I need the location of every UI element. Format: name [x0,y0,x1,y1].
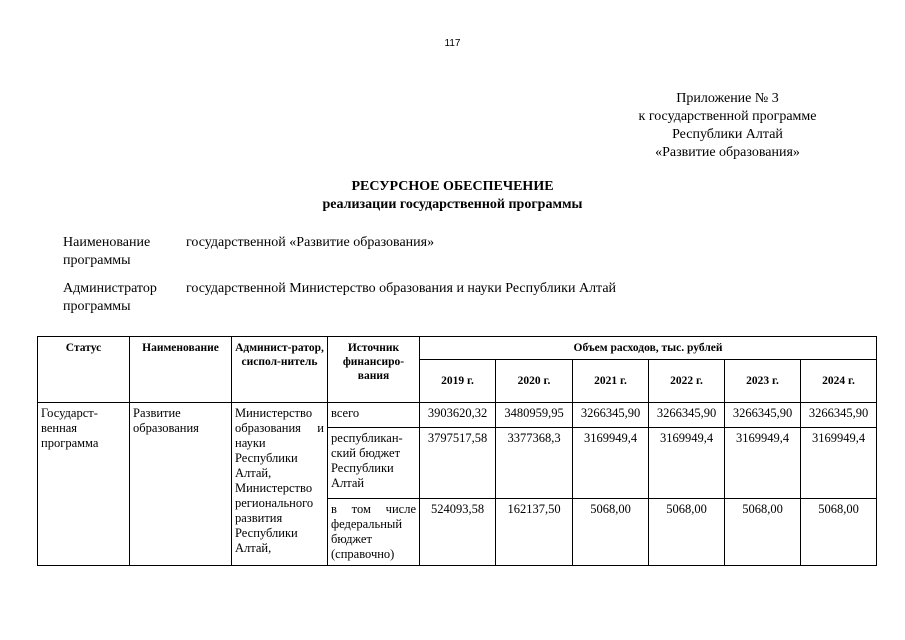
value-cell: 5068,00 [725,499,801,566]
source-cell: республикан-ский бюджет Республики Алтай [328,428,420,499]
program-name-value: государственной «Развитие образования» [186,235,435,250]
status-cell: Государст-венная программа [38,403,130,566]
value-cell: 3169949,4 [649,428,725,499]
value-cell: 3266345,90 [725,403,801,428]
value-cell: 3377368,3 [496,428,573,499]
document-title [0,178,905,214]
appendix-line-3: Республики Алтай [672,127,783,142]
appendix-line-4: «Развитие образования» [655,145,800,160]
header-year: 2023 г. [725,360,801,403]
source-cell: в том числе федеральный бюджет (справочно) [328,499,420,566]
header-name: Наименование [130,337,232,403]
value-cell: 3903620,32 [420,403,496,428]
header-year: 2021 г. [573,360,649,403]
value-cell: 524093,58 [420,499,496,566]
value-cell: 3480959,95 [496,403,573,428]
header-volume: Объем расходов, тыс. рублей [420,337,877,360]
value-cell: 5068,00 [573,499,649,566]
value-cell: 5068,00 [801,499,877,566]
appendix-line-2: к государственной программе [638,109,817,124]
program-name-label: Наименование программы [63,235,151,268]
title-line-2: реализации государственной программы [322,197,583,212]
header-admin: Админист-ратор, сиспол-нитель [232,337,328,403]
title-line-1: РЕСУРСНОЕ ОБЕСПЕЧЕНИЕ [351,179,554,194]
page-number: 117 [444,38,461,49]
value-cell: 3797517,58 [420,428,496,499]
value-cell: 3266345,90 [801,403,877,428]
value-cell: 3169949,4 [725,428,801,499]
header-source: Источник финансиро-вания [328,337,420,403]
value-cell: 162137,50 [496,499,573,566]
appendix-line-1: Приложение № 3 [676,91,779,106]
source-cell: всего [328,403,420,428]
header-year: 2020 г. [496,360,573,403]
value-cell: 3266345,90 [573,403,649,428]
value-cell: 3266345,90 [649,403,725,428]
table-row [38,403,877,428]
header-status: Статус [38,337,130,403]
resources-table [37,336,877,566]
program-admin-value: государственной Министерство образования и науки Республики Алтай [186,281,617,296]
header-year: 2024 г. [801,360,877,403]
appendix-block [600,90,855,162]
admin-cell: Министерство образования и науки Республики Алтай, Министерство регионального развития Республики Алтай, [232,403,328,566]
header-row [38,337,877,360]
program-admin-label: Администратор программы [63,281,157,314]
header-year: 2019 г. [420,360,496,403]
name-cell: Развитие образования [130,403,232,566]
header-year: 2022 г. [649,360,725,403]
value-cell: 3169949,4 [573,428,649,499]
value-cell: 3169949,4 [801,428,877,499]
value-cell: 5068,00 [649,499,725,566]
